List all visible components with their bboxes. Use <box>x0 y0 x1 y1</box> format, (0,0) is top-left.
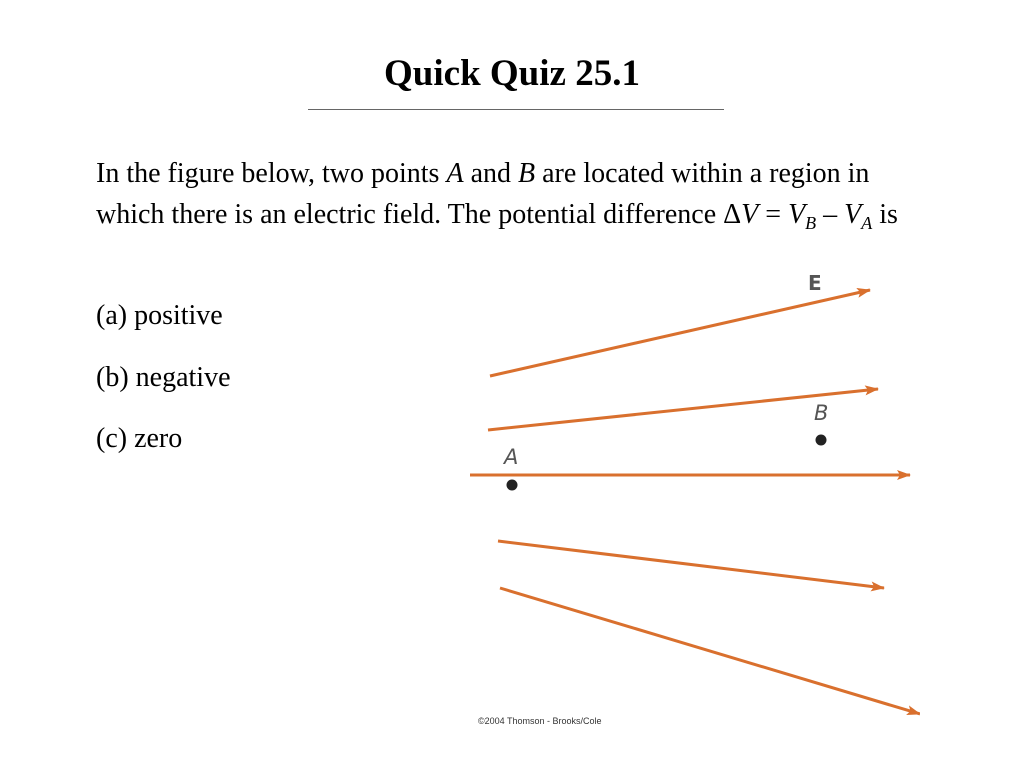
option-c: (c) zero <box>96 423 183 454</box>
question-part-2: and <box>463 158 518 189</box>
subscript-b: B <box>805 213 817 233</box>
option-a: (a) positive <box>96 300 223 331</box>
question-part-3: are located within a region in which there is an electric field. The potential difference <box>96 158 870 230</box>
point-a-label: A <box>504 445 519 469</box>
electric-field-figure <box>470 268 920 730</box>
equals-sign: = <box>758 199 789 230</box>
point-b-ref: B <box>518 158 536 189</box>
point-a-ref: A <box>446 158 464 189</box>
point-a-dot <box>507 480 518 491</box>
minus-sign: – <box>816 199 845 230</box>
potential-vb: V <box>788 199 806 230</box>
point-b-label: B <box>814 401 829 425</box>
potential-va: V <box>844 199 862 230</box>
question-text <box>96 153 926 235</box>
page-title: Quick Quiz 25.1 <box>384 53 640 94</box>
delta-symbol: Δ <box>723 199 742 230</box>
question-part-4: is <box>872 199 898 230</box>
potential-v: V <box>741 199 759 230</box>
title-divider <box>308 109 724 110</box>
subscript-a: A <box>861 213 873 233</box>
point-b-dot <box>816 435 827 446</box>
field-label: E <box>808 271 822 295</box>
question-part-1: In the figure below, two points <box>96 158 447 189</box>
copyright-credit: ©2004 Thomson - Brooks/Cole <box>478 716 602 726</box>
option-b: (b) negative <box>96 362 231 393</box>
